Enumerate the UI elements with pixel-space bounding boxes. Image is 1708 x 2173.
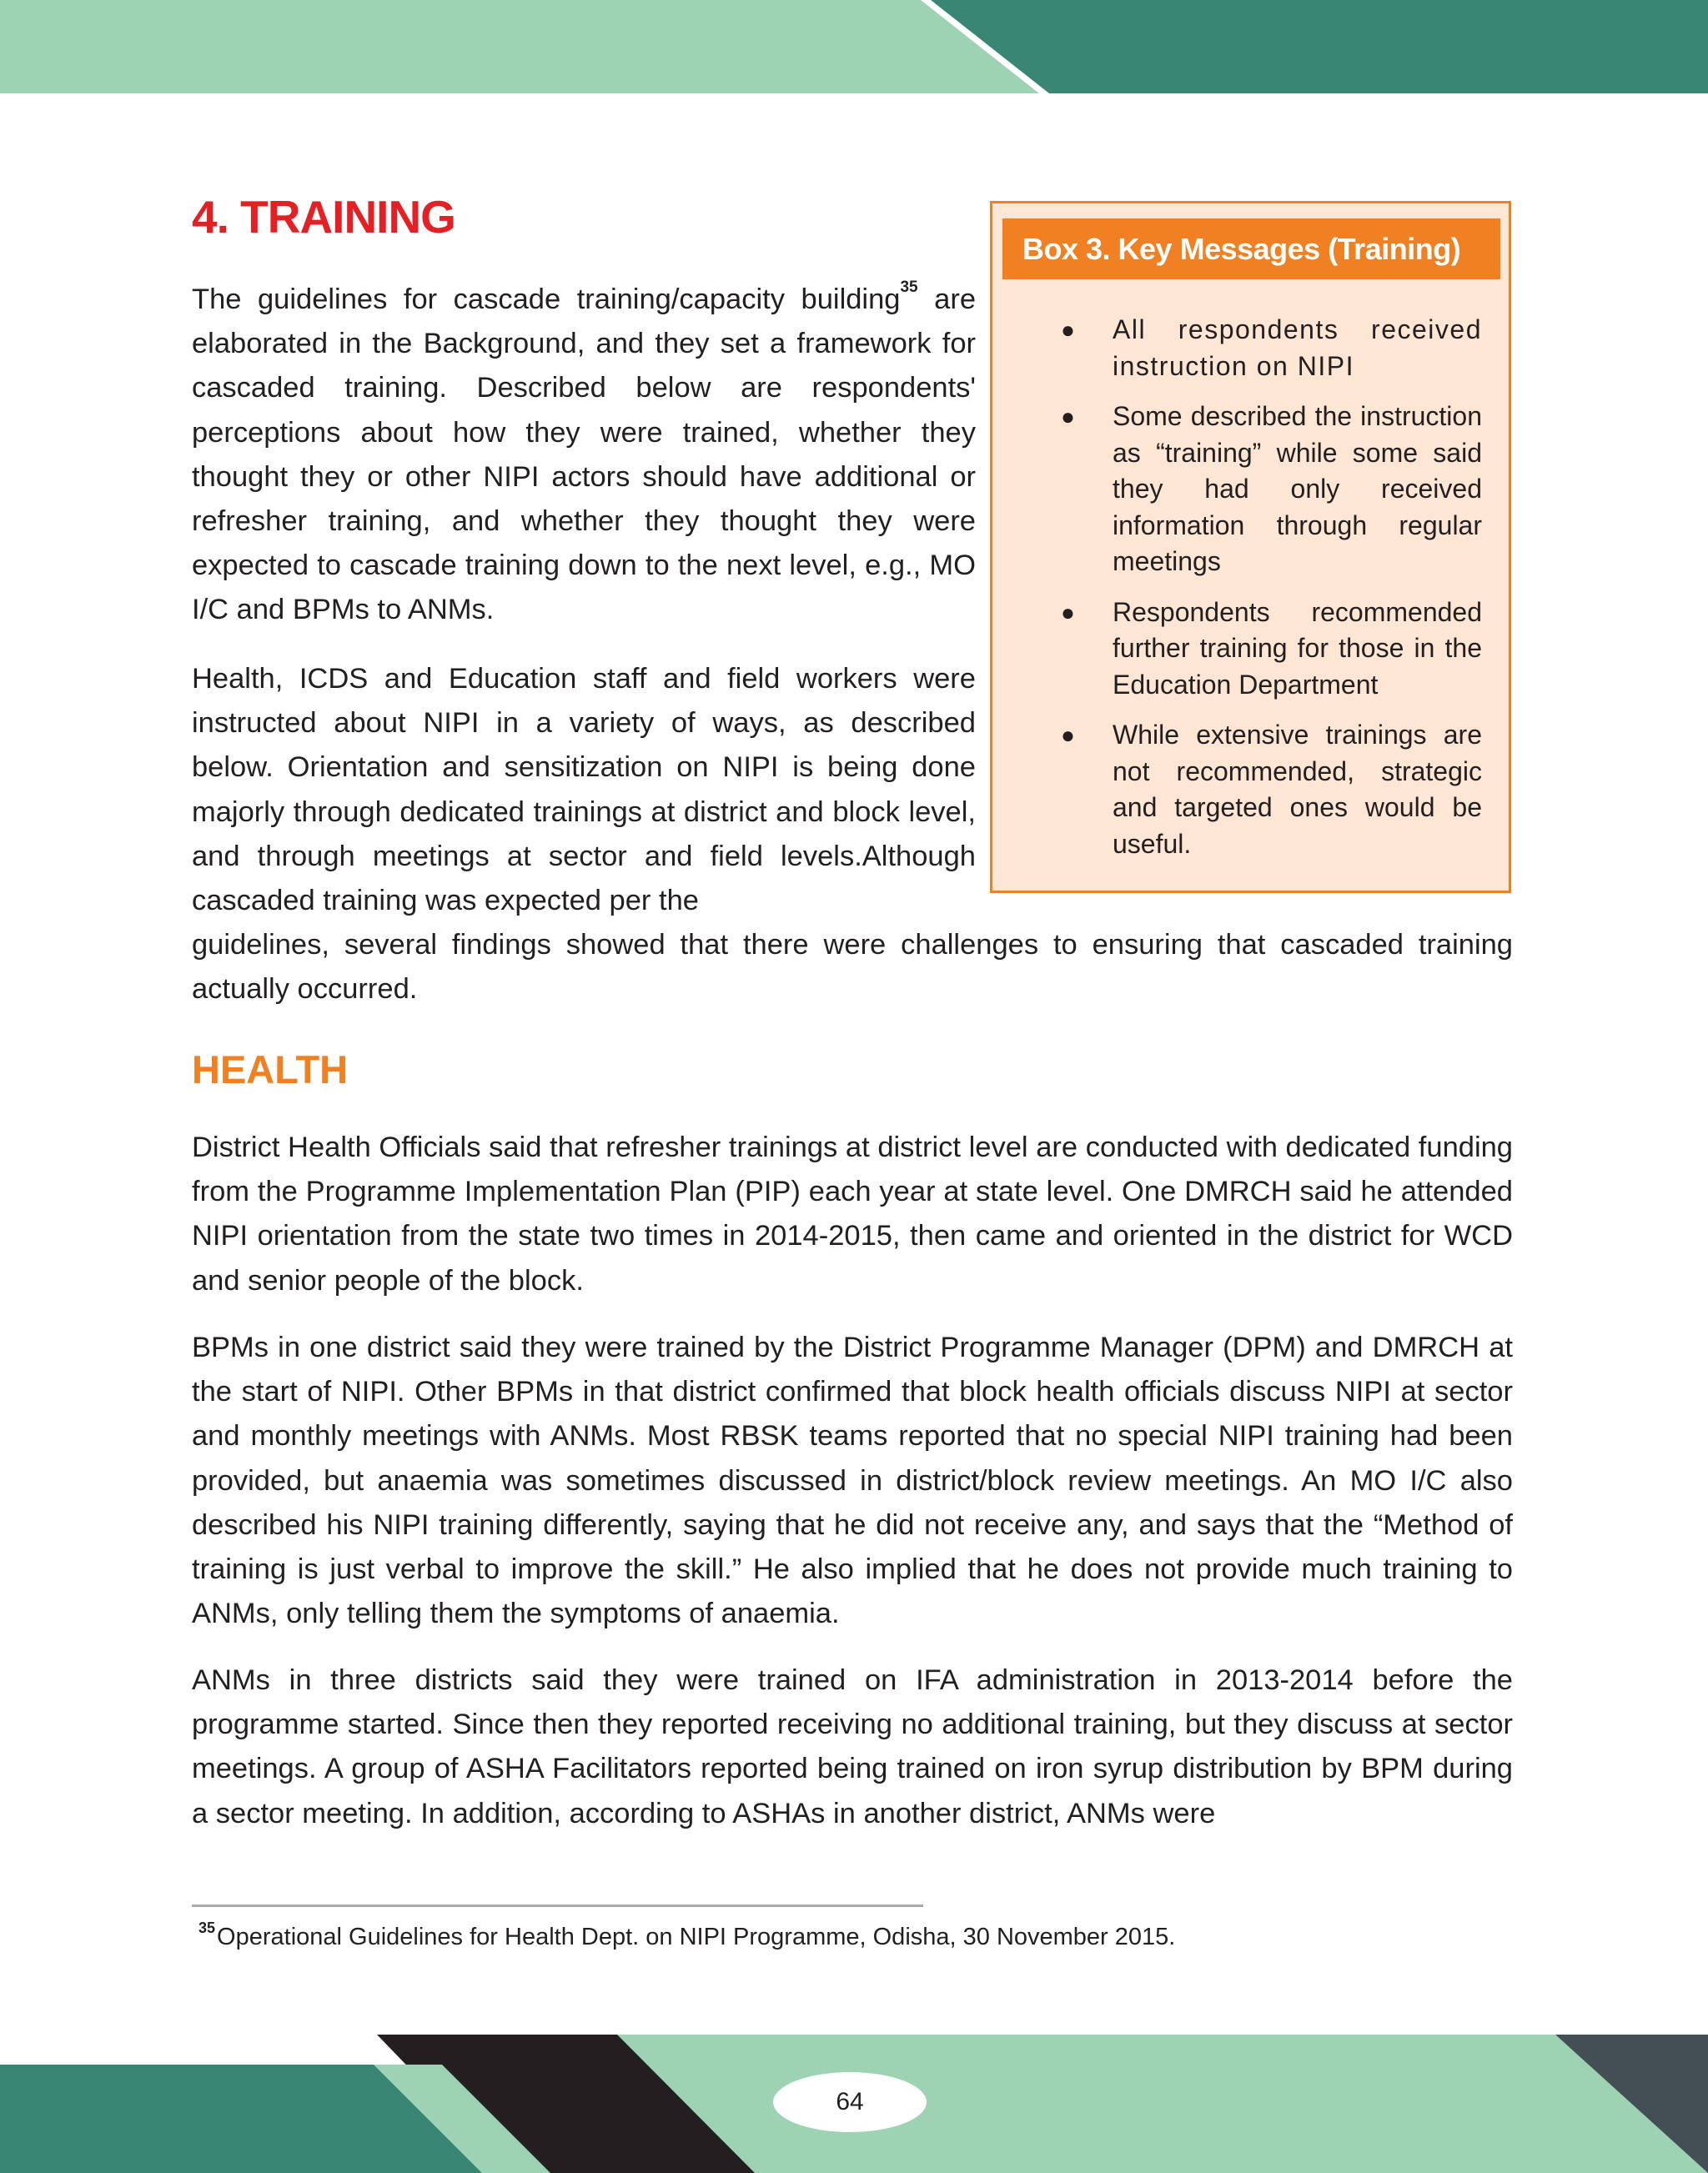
intro-paragraph-1-text-a: The guidelines for cascade training/capacity building [192,284,901,315]
footnote-reference: 35 [900,279,918,296]
health-paragraph-2: BPMs in one district said they were trained by the District Programme Manager (DPM) and DMRCH at the start of NIPI. Other BPMs in that district confirmed that block health officials discuss NIPI at sector and monthly meetings with ANMs. Most RBSK teams reported that no special NIPI training had been provided, but anaemia was sometimes discussed in district/block review meetings. An MO I/C also described his NIPI training differently, saying that he did not receive any, and says that the “Method of training is just verbal to improve the skill.” He also implied that he does not provide much training to ANMs, only telling them the symptoms of anaemia. [192,1332,1513,1630]
health-paragraph-3: ANMs in three districts said they were trained on IFA administration in 2013-2014 before the programme started. Since then they reported receiving no additional training, but they discuss at sector meetings. A group of ASHA Facilitators reported being trained on iron syrup distribution by BPM during a sector meeting. In addition, according to ASHAs in another district, ANMs were [192,1664,1513,1829]
key-message-text: All respondents received instruction on NIPI [1113,314,1482,381]
footnote-mark: 35 [198,1920,216,1936]
key-messages-list [992,312,1509,876]
bullet-icon: ● [1061,722,1075,748]
key-message-text: While extensive trainings are not recommended, strategic and targeted ones would be useful. [1113,720,1482,859]
bullet-icon: ● [1061,599,1075,625]
health-paragraph-1: District Health Officials said that refresher trainings at district level are conducted with dedicated funding from the Programme Implementation Plan (PIP) each year at state level. One DMRCH said he attended NIPI orientation from the state two times in 2014-2015, then came and oriented in the district for WCD and senior people of the block. [192,1132,1513,1297]
key-message-item [992,399,1509,580]
intro-paragraph-2-continued: guidelines, several findings showed that there were challenges to ensuring that cascaded training actually occurred. [192,929,1513,1006]
footnote [198,1920,1175,1954]
key-message-item [992,595,1509,704]
footnote-divider [192,1905,923,1907]
key-messages-box [990,201,1511,893]
key-message-text: Some described the instruction as “training” while some said they had only received information through regular meetings [1113,401,1482,576]
bullet-icon: ● [1061,317,1077,343]
intro-paragraph-1 [192,278,976,633]
key-message-text: Respondents recommended further training for those in the Education Department [1113,596,1482,700]
key-message-item [992,312,1509,384]
top-banner-dark-band [927,0,1708,93]
top-decorative-banner [0,0,1708,93]
page-number: 64 [773,2072,927,2132]
section-title: 4. TRAINING [192,191,455,243]
key-message-item [992,717,1509,862]
footnote-text: Operational Guidelines for Health Dept. on NIPI Programme, Odisha, 30 November 2015. [217,1924,1176,1950]
key-messages-title: Box 3. Key Messages (Training) [1002,218,1500,279]
intro-paragraph-2: Health, ICDS and Education staff and field workers were instructed about NIPI in a variety of ways, as described below. Orientation and sensitization on NIPI is being done majorly through dedicated trainings at district and block level, and through meetings at sector and field levels.Although cascaded training was expected per the [192,663,976,917]
bullet-icon: ● [1061,404,1075,429]
intro-paragraph-1-text-b: are elaborated in the Background, and they set a framework for cascaded training. Described below are respondents' perceptions about how they were trained, whether they thought they or other NIPI actors should have additional or refresher training, and whether they thought they were expected to cascade training down to the next level, e.g., MO I/C and BPMs to ANMs. [192,284,977,626]
health-heading: HEALTH [192,1047,349,1092]
